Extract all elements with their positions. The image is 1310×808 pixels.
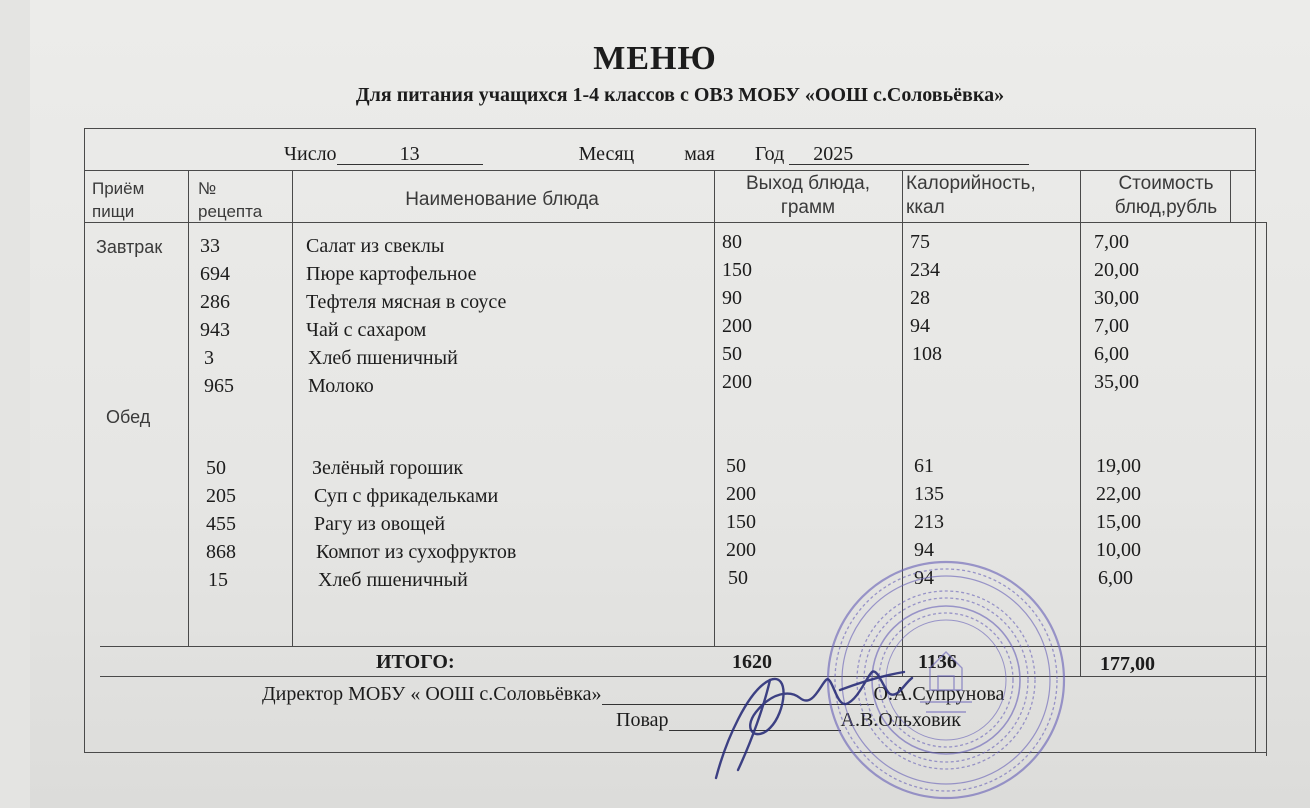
col-header-calories: Калорийность, ккал — [906, 173, 1036, 218]
row-cost: 35,00 — [1094, 371, 1139, 393]
row-recipe: 455 — [206, 513, 236, 535]
col-divider-output — [902, 170, 903, 676]
totals-bottom-divider — [100, 676, 1266, 677]
col-header-output: Выход блюда, грамм — [745, 173, 870, 218]
date-row — [284, 144, 1029, 165]
row-output: 80 — [722, 231, 742, 253]
row-cost: 6,00 — [1098, 567, 1133, 589]
row-dish: Хлеб пшеничный — [318, 569, 468, 591]
day-value: 13 — [337, 144, 483, 165]
row-recipe: 286 — [200, 291, 230, 313]
totals-cost: 177,00 — [1100, 653, 1155, 675]
row-cost: 22,00 — [1096, 483, 1141, 505]
row-output: 200 — [726, 539, 756, 561]
row-recipe: 3 — [204, 347, 214, 369]
row-recipe: 943 — [200, 319, 230, 341]
table-right-edge — [1266, 222, 1267, 756]
director-line — [262, 684, 1004, 705]
col-divider-recipe — [292, 170, 293, 646]
row-output: 200 — [726, 483, 756, 505]
day-label: Число — [284, 143, 337, 165]
totals-calories: 1136 — [918, 651, 957, 673]
row-calories: 234 — [910, 259, 940, 281]
row-dish: Чай с сахаром — [306, 319, 427, 341]
month-value: мая — [684, 143, 715, 165]
col-divider-calories — [1080, 170, 1081, 676]
row-output: 50 — [722, 343, 742, 365]
row-output: 150 — [726, 511, 756, 533]
cook-line — [616, 710, 961, 731]
meal-lunch: Обед — [106, 407, 151, 427]
col-header-meal: Приём пищи — [92, 179, 145, 221]
row-recipe: 868 — [206, 541, 236, 563]
row-recipe: 50 — [206, 457, 226, 479]
row-output: 50 — [728, 567, 748, 589]
col-header-cost: Стоимость блюд,рубль — [1114, 173, 1218, 218]
director-label: Директор МОБУ « ООШ с.Соловьёвка» — [262, 683, 602, 705]
row-calories: 61 — [914, 455, 934, 477]
row-output: 150 — [722, 259, 752, 281]
row-calories: 94 — [914, 539, 934, 561]
table-bottom — [100, 752, 1266, 753]
row-output: 200 — [722, 315, 752, 337]
row-dish: Рагу из овощей — [314, 513, 446, 535]
row-recipe: 965 — [204, 375, 234, 397]
row-calories: 75 — [910, 231, 930, 253]
col-divider-meal — [188, 170, 189, 646]
row-output: 200 — [722, 371, 752, 393]
row-cost: 30,00 — [1094, 287, 1139, 309]
director-name: О.А.Супрунова — [873, 683, 1005, 705]
row-dish: Молоко — [308, 375, 374, 397]
row-cost: 7,00 — [1094, 315, 1129, 337]
row-recipe: 15 — [208, 569, 228, 591]
row-recipe: 205 — [206, 485, 236, 507]
totals-top-divider — [100, 646, 1266, 647]
row-calories: 135 — [914, 483, 944, 505]
row-dish: Суп с фрикадельками — [314, 485, 499, 507]
row-calories: 108 — [912, 343, 942, 365]
row-dish: Салат из свеклы — [306, 235, 445, 257]
row-calories: 94 — [910, 315, 930, 337]
row-output: 90 — [722, 287, 742, 309]
month-label: Месяц — [578, 143, 635, 165]
row-cost: 10,00 — [1096, 539, 1141, 561]
year-value: 2025 — [789, 144, 1029, 165]
row-calories: 213 — [914, 511, 944, 533]
page-subtitle: Для питания учащихся 1-4 классов с ОВЗ МОБУ «ООШ с.Соловьёвка» — [355, 84, 1005, 106]
year-label: Год — [754, 143, 785, 165]
row-cost: 19,00 — [1096, 455, 1141, 477]
row-dish: Компот из сухофруктов — [316, 541, 517, 563]
row-cost: 6,00 — [1094, 343, 1129, 365]
row-dish: Хлеб пшеничный — [308, 347, 458, 369]
row-cost: 15,00 — [1096, 511, 1141, 533]
row-output: 50 — [726, 455, 746, 477]
row-cost: 20,00 — [1094, 259, 1139, 281]
row-cost: 7,00 — [1094, 231, 1129, 253]
col-header-dish: Наименование блюда — [405, 189, 599, 210]
col-header-recipe: № рецепта — [198, 179, 263, 221]
row-dish: Тефтеля мясная в соусе — [306, 291, 507, 313]
row-recipe: 694 — [200, 263, 230, 285]
cook-label: Повар — [616, 709, 669, 731]
page-title: МЕНЮ — [593, 40, 717, 77]
meal-breakfast: Завтрак — [96, 237, 163, 257]
totals-label: ИТОГО: — [376, 651, 455, 673]
row-dish: Пюре картофельное — [306, 263, 477, 285]
row-dish: Зелёный горошик — [312, 457, 464, 479]
col-divider-dish — [714, 170, 715, 646]
row-calories: 94 — [914, 567, 934, 589]
cook-name: А.В.Ольховик — [840, 709, 961, 731]
row-calories: 28 — [910, 287, 930, 309]
totals-output: 1620 — [732, 651, 772, 673]
row-recipe: 33 — [200, 235, 220, 257]
